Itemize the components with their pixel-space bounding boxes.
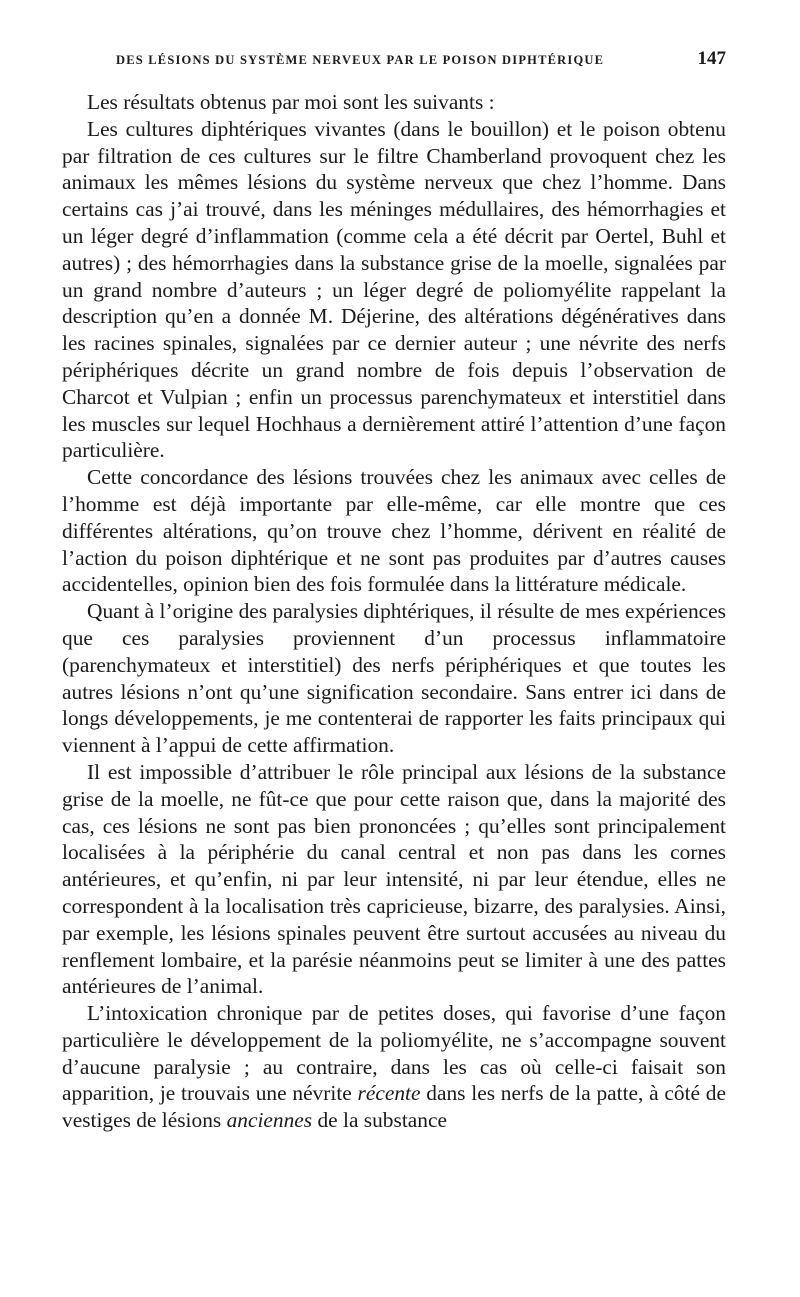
body-text: [62, 89, 726, 1134]
paragraph-6-text-3: de la substance: [317, 1108, 447, 1133]
italic-anciennes: anciennes: [226, 1108, 313, 1133]
paragraph-5: Il est impossible d’attribuer le rôle principal aux lésions de la substance grise de la moelle, ne fût-ce que pour cette raison que, dans la majorité des cas, ces lésions ne sont pas bien prononcées ; qu’elles sont principalement localisées à la périphérie du canal central et non pas dans les cornes antérieures, et qu’enfin, ni par leur intensité, ni par leur étendue, elles ne correspondent à la localisation très capricieuse, bizarre, des paralysies. Ainsi, par exemple, les lésions spinales peuvent être surtout accusées au niveau du renflement lombaire, et la parésie néanmoins peut se limiter à une des pattes antérieures de l’animal.: [62, 759, 726, 999]
paragraph-1: Les résultats obtenus par moi sont les suivants :: [87, 90, 495, 114]
paragraph-6-text-2: dans les nerfs de la patte, à côté de vestiges de lésions: [62, 1081, 726, 1133]
paragraph-6-text-1: L’intoxication chronique par de petites doses, qui favorise d’une façon particulière le développement de la poliomyélite, ne s’accompagne souvent d’aucune paralysie ; au contraire, dans les cas où celle-ci faisait son apparition, je trouvais une névrite: [62, 1001, 726, 1106]
italic-recente: récente: [357, 1081, 421, 1106]
paragraph-6: [62, 1000, 726, 1134]
paragraph-2: Les cultures diphtériques vivantes (dans le bouillon) et le poison obtenu par filtration de ces cultures sur le filtre Chamberland provoquent chez les animaux les mêmes lésions du système nerveux que chez l’homme. Dans certains cas j’ai trouvé, dans les méninges médullaires, des hémorrhagies et un léger degré d’inflammation (comme cela a été décrit par Oertel, Buhl et autres) ; des hémorrhagies dans la substance grise de la moelle, signalées par un grand nombre d’auteurs ; un léger degré de poliomyélite rappelant la description qu’en a donnée M. Déjerine, des altérations dégénératives dans les racines spinales, signalées par ce dernier auteur ; une névrite des nerfs périphériques décrite un grand nombre de fois depuis l’observation de Charcot et Vulpian ; enfin un processus parenchymateux et interstitiel dans les muscles sur lequel Hochhaus a dernièrement attiré l’attention d’une façon particulière.: [62, 116, 726, 463]
page-number: 147: [697, 48, 726, 69]
running-title: DES LÉSIONS DU SYSTÈME NERVEUX PAR LE POISON DIPHTÉRIQUE: [116, 53, 605, 67]
paragraph-4: Quant à l’origine des paralysies diphtériques, il résulte de mes expériences que ces paralysies proviennent d’un processus inflammatoire (parenchymateux et interstitiel) des nerfs périphériques et que toutes les autres lésions n’ont qu’une signification secondaire. Sans entrer ici dans de longs développements, je me contenterai de rapporter les faits principaux qui viennent à l’appui de cette affirmation.: [62, 599, 726, 758]
book-page: [62, 48, 726, 1134]
paragraph-3: Cette concordance des lésions trouvées chez les animaux avec celles de l’homme est déjà importante par elle-même, car elle montre que ces différentes altérations, qu’on trouve chez l’homme, dérivent en réalité de l’action du poison diphtérique et ne sont pas produites par d’autres causes accidentelles, opinion bien des fois formulée dans la littérature médicale.: [62, 465, 726, 597]
running-header: [116, 48, 726, 74]
